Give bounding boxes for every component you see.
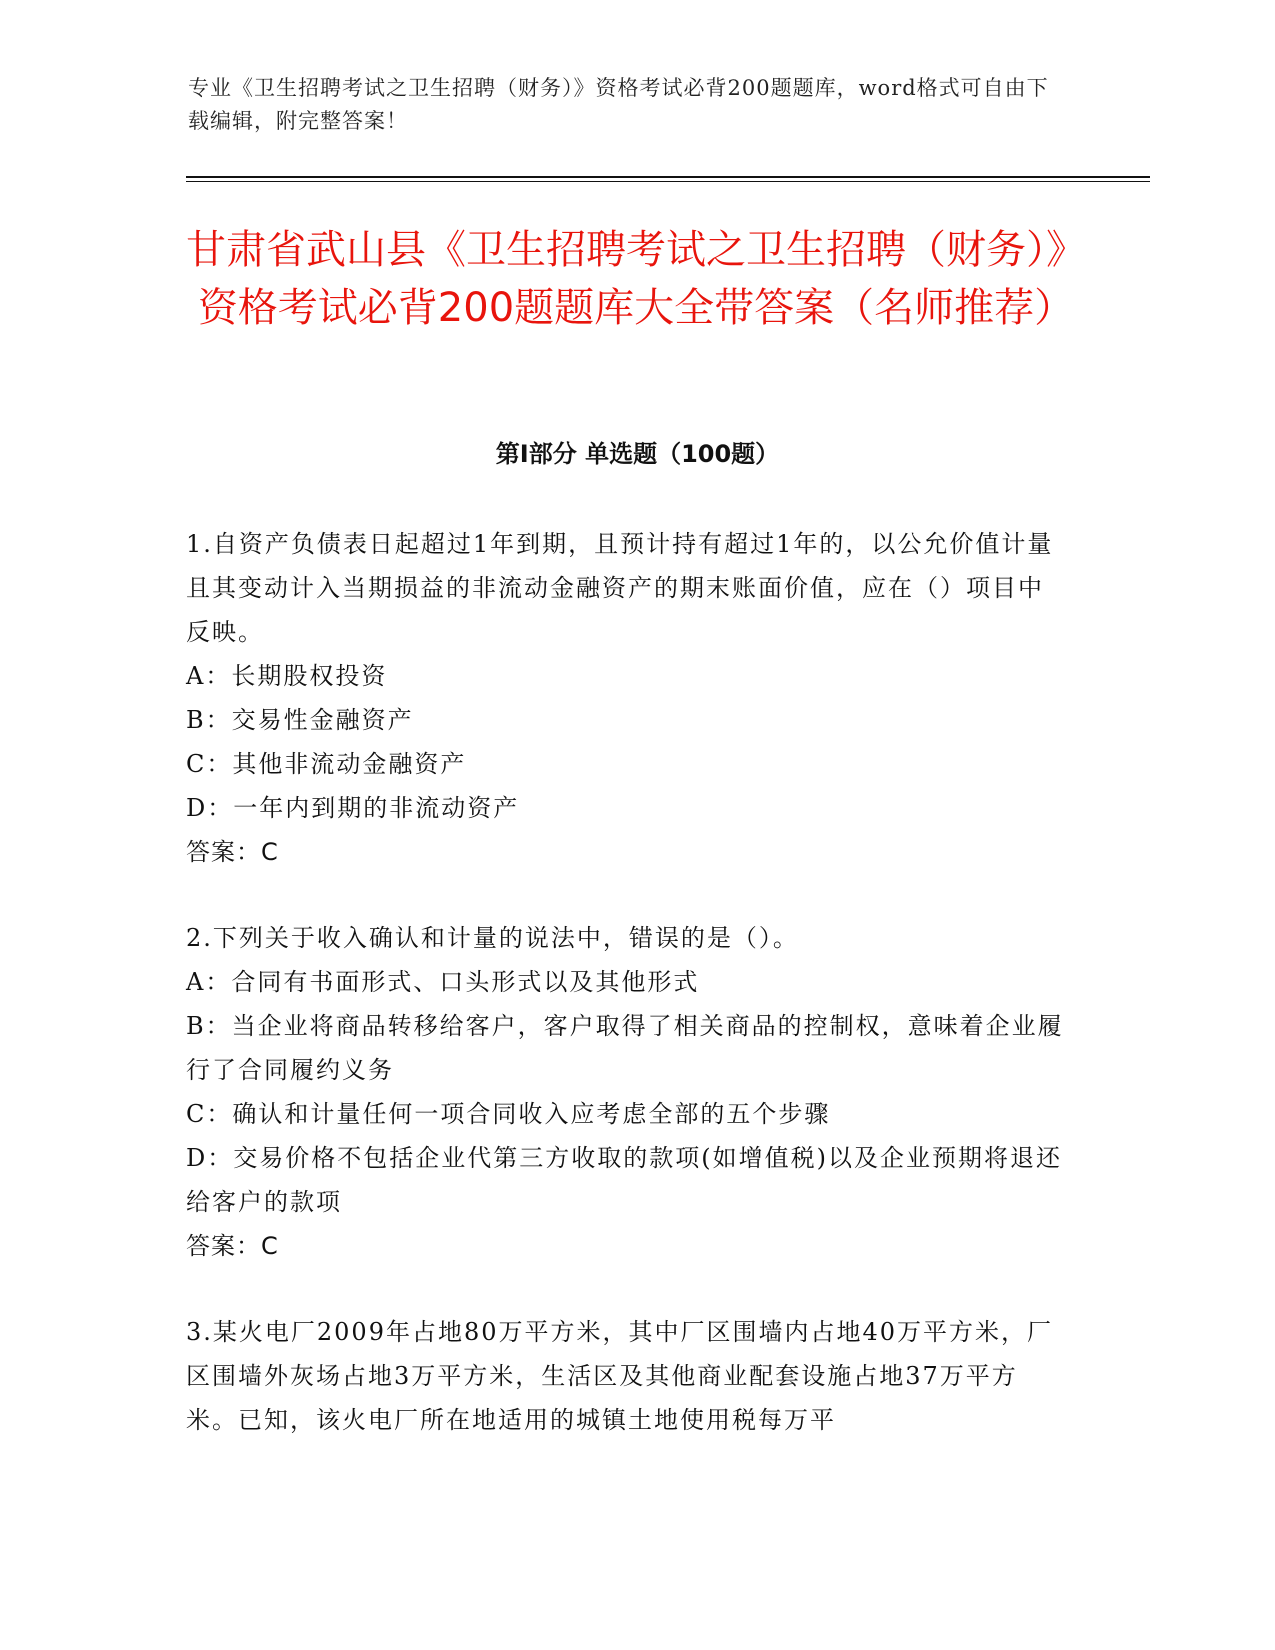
question-stem: 1.自资产负债表日起超过1年到期，且预计持有超过1年的，以公允价值计量且其变动计入当期损益的非流动金融资产的期末账面价值，应在（）项目中反映。: [186, 530, 1054, 646]
option-a: A：合同有书面形式、口头形式以及其他形式: [186, 968, 700, 996]
answer-value: C: [261, 1232, 279, 1260]
option-c: C：确认和计量任何一项合同收入应考虑全部的五个步骤: [186, 1100, 831, 1128]
question-2: [186, 916, 1066, 1268]
question-stem: 3.某火电厂2009年占地80万平方米，其中厂区围墙内占地40万平方米，厂区围墙外灰场占地3万平方米，生活区及其他商业配套设施占地37万平方米。已知，该火电厂所在地适用的城镇土地使用税每万平: [186, 1318, 1054, 1434]
option-a: A：长期股权投资: [186, 662, 388, 690]
option-d: D：一年内到期的非流动资产: [186, 794, 520, 822]
document-title: 甘肃省武山县《卫生招聘考试之卫生招聘（财务）》资格考试必背200题题库大全带答案（名师推荐）: [186, 227, 1086, 331]
question-list: [186, 522, 1066, 1484]
option-b: B：交易性金融资产: [186, 706, 414, 734]
header-divider-thick: [186, 176, 1150, 178]
question-1: [186, 522, 1066, 874]
answer-label: 答案：: [186, 1232, 261, 1260]
answer-label: 答案：: [186, 838, 261, 866]
answer-value: C: [261, 838, 279, 866]
answer-line: [186, 1224, 1066, 1268]
option-d: D：交易价格不包括企业代第三方收取的款项(如增值税)以及企业预期将退还给客户的款项: [186, 1144, 1062, 1216]
section-heading: 第Ⅰ部分 单选题（100题）: [495, 440, 780, 468]
question-3: [186, 1310, 1066, 1442]
header-divider-thin: [186, 181, 1150, 182]
option-b: B：当企业将商品转移给客户，客户取得了相关商品的控制权，意味着企业履行了合同履约义务: [186, 1012, 1064, 1084]
option-c: C：其他非流动金融资产: [186, 750, 467, 778]
header-note: 专业《卫生招聘考试之卫生招聘（财务）》资格考试必背200题题库，word格式可自由下载编辑，附完整答案！: [188, 76, 1049, 133]
answer-line: [186, 830, 1066, 874]
question-stem: 2.下列关于收入确认和计量的说法中，错误的是（）。: [186, 924, 799, 952]
